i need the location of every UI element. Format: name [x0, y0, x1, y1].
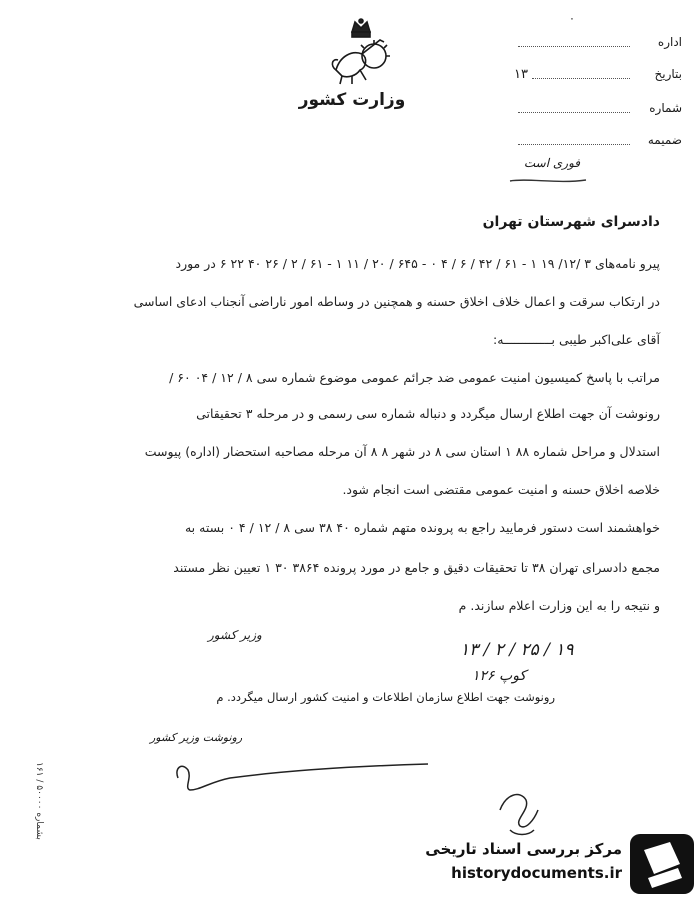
body-line: خواهشمند است دستور فرمایید راجع به پرونده متهم شماره ۴۰ ۳۸ سی ۸ / ۱۲ / ۴ ۰ بسته به: [184, 520, 660, 535]
addressee: دادسرای شهرستان تهران: [482, 214, 660, 230]
body-line: مجمع دادسرای تهران ۳۸ تا تحقیقات دقیق و جامع در مورد پرونده ۳۸۶۴ ۳۰ ۱ تعیین نظر مستند: [173, 560, 660, 575]
signature-text: وزیر کشور: [208, 628, 262, 642]
body-line: استدلال و مراحل شماره ۸۸ ۱ استان سی ۸ در شهر ۸ ۸ آن مرحله مصاحبه استحضار (اداره) پیوست: [144, 444, 660, 459]
ministry-name: وزارت کشور: [298, 90, 406, 110]
field-label: اداره: [657, 35, 682, 49]
field-label: بتاریخ: [654, 67, 682, 81]
archive-logo-icon: [630, 834, 694, 894]
body-line: آقای علی‌اکبر طیبی بـــــــــــــه:: [493, 332, 660, 347]
handwritten-stroke-icon: [170, 756, 430, 796]
handwritten-number: کوپ ۱۲۶: [472, 668, 527, 684]
body-line: مراتب با پاسخ کمیسیون امنیت عمومی ضد جرائم عمومی موضوع شماره سی ۸ / ۱۲ / ۰۴ ۶۰ /: [169, 370, 660, 385]
underline-stroke: [508, 176, 588, 186]
field-attachment: [512, 130, 682, 150]
watermark: [394, 834, 694, 894]
small-note: رونوشت وزیر کشور: [150, 731, 243, 744]
urgent-mark: فوری است: [523, 156, 580, 170]
field-number: [512, 98, 682, 118]
top-mark: ٠: [569, 12, 575, 25]
body-line: رونوشت آن جهت اطلاع ارسال میگردد و دنباله شماره سی رسمی و در مرحله ۳ تحقیقاتی: [196, 406, 660, 421]
watermark-url: historydocuments.ir: [451, 864, 622, 882]
field-date: [512, 64, 682, 84]
field-department: [512, 32, 682, 52]
field-label: ضمیمه: [647, 133, 682, 147]
handwritten-initials-icon: [490, 780, 560, 840]
body-line: پیرو نامه‌های ۳ /۱۲/ ۱۹ ۱ - ۶۱ / ۴۲ / ۶ / ۴ ۰ - ۶۴۵ / ۲۰ / ۱۱ ۱ - ۶۱ / ۲ / ۲۶ ۴۰ ۲۲ ۶ در مورد: [175, 256, 660, 271]
lion-and-sun-emblem-icon: [322, 18, 400, 88]
copy-note: رونوشت جهت اطلاع سازمان اطلاعات و امنیت کشور ارسال میگردد. م: [216, 690, 555, 704]
body-line: خلاصه اخلاق حسنه و امنیت عمومی مقتضی است انجام شود.: [342, 482, 660, 497]
body-line: و نتیجه را به این وزارت اعلام سازند. م: [458, 598, 660, 613]
watermark-title: مرکز بررسی اسناد تاریخی: [425, 840, 622, 858]
handwritten-date: ۱۳ / ۲ / ۲۵ / ۱۹: [460, 640, 574, 660]
field-value: ۱۳: [514, 66, 528, 82]
body-line: در ارتکاب سرقت و اعمال خلاف اخلاق حسنه و همچنین در وساطه امور ناراضی آنجناب ادعای اساسی: [133, 294, 660, 309]
margin-note: بشماره ۵۰۰۰۰ / ۱۶۱: [34, 762, 44, 840]
field-label: شماره: [649, 101, 682, 115]
